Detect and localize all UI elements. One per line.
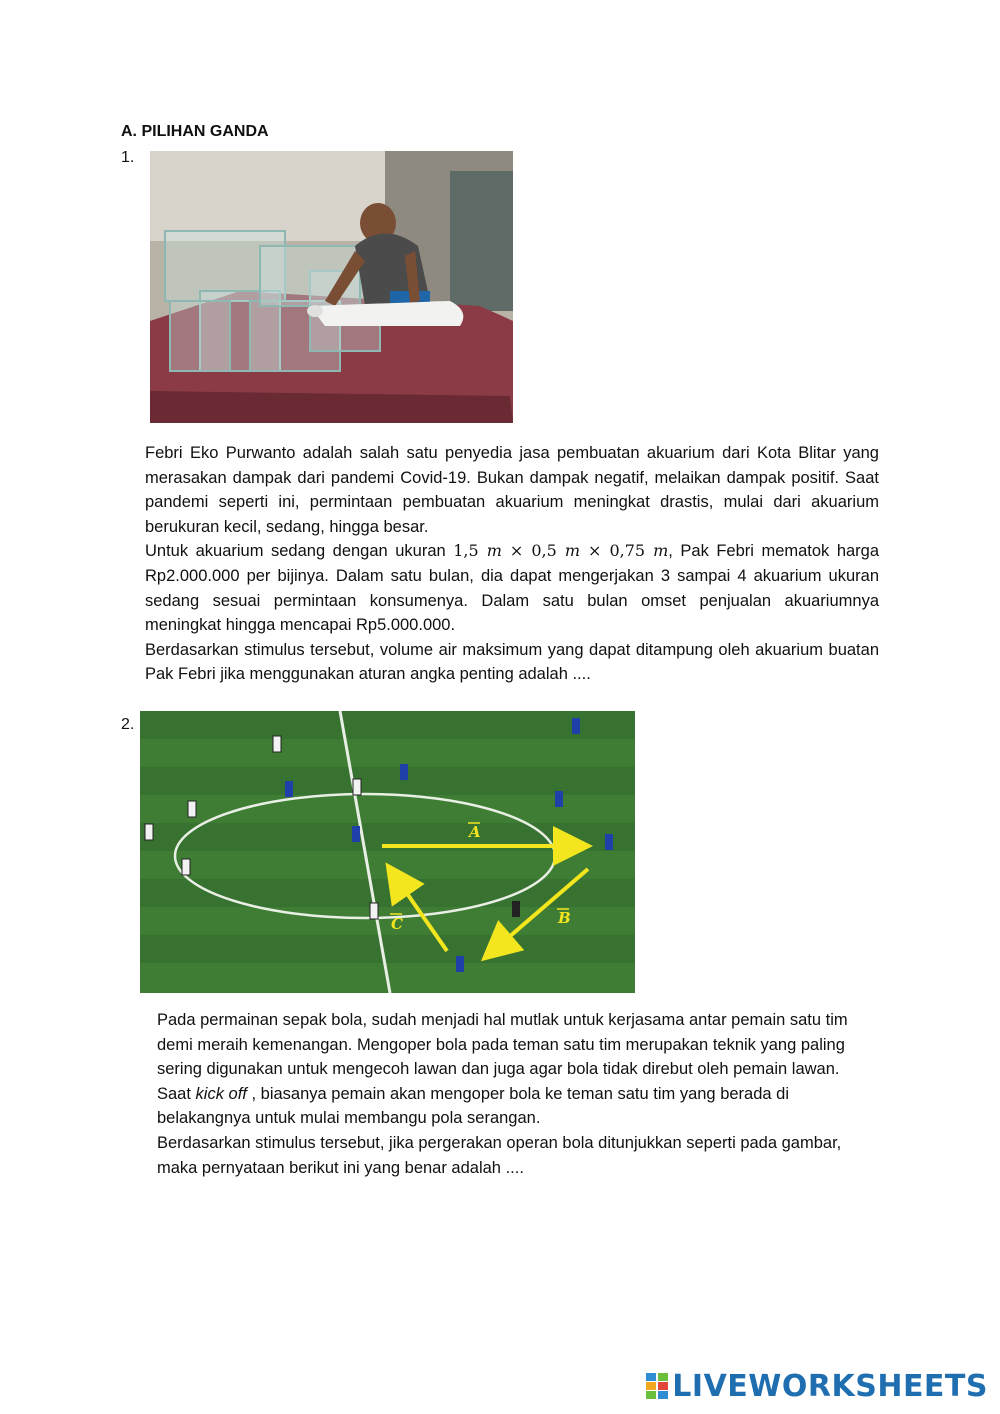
vector-a-label: A [469, 823, 481, 841]
kick-off-term: kick off [195, 1084, 247, 1103]
logo-text: LIVEWORKSHEETS [672, 1368, 988, 1404]
question-2-text [157, 1008, 872, 1180]
question-1-text [145, 441, 879, 687]
section-title: A. PILIHAN GANDA [121, 123, 269, 140]
question-1-prompt: Berdasarkan stimulus tersebut, volume air maksimum yang dapat ditampung oleh akuarium buatan Pak Febri jika menggunakan aturan angka penting adalah .... [145, 640, 879, 684]
aquarium-photo [150, 151, 513, 423]
question-1-size-paragraph [145, 539, 879, 637]
size-suffix: , Pak Febri mematok harga Rp2.000.000 per bijinya. Dalam satu bulan, dia dapat mengerjakan 3 sampai 4 akuarium ukuran sedang sesuai permintaan konsumenya. Dalam satu bulan omset penjualan akuariumnya meningkat hingga mencapai Rp5.000.000. [145, 542, 880, 635]
question-1-number: 1. [121, 149, 135, 166]
question-1-intro: Febri Eko Purwanto adalah salah satu penyedia jasa pembuatan akuarium dari Kota Blitar yang merasakan dampak dari pandemi Covid-19. Bukan dampak negatif, melaikan dampak positif. Saat pandemi seperti ini, permintaan pembuatan akuarium meningkat drastis, mulai dari akuarium berukuran kecil, sedang, hingga besar. [145, 444, 879, 536]
size-prefix: Untuk akuarium sedang dengan ukuran [145, 542, 446, 561]
question-2-prompt: Berdasarkan stimulus tersebut, jika pergerakan operan bola ditunjukkan seperti pada gambar, maka pernyataan berikut ini yang benar adalah .... [157, 1133, 842, 1177]
vector-b-label: B [558, 909, 571, 927]
liveworksheets-logo[interactable] [646, 1366, 988, 1406]
vector-c-label: C [391, 915, 403, 933]
question-2-number: 2. [121, 716, 135, 733]
football-field-image [140, 711, 635, 993]
logo-blocks-icon [646, 1373, 668, 1399]
dimension-formula: 1,5 m × 0,5 m × 0,75 m [453, 541, 669, 561]
question-2-paragraph: Pada permainan sepak bola, sudah menjadi hal mutlak untuk kerjasama antar pemain satu tim demi meraih kemenangan. Mengoper bola pada teman satu tim merupakan teknik yang paling sering digunakan untuk mengecoh lawan dan juga agar bola tidak direbut oleh pemain lawan. Saat kick off , biasanya pemain akan mengoper bola ke teman satu tim yang berada di belakangnya untuk mulai membangu pola serangan. [157, 1011, 848, 1128]
